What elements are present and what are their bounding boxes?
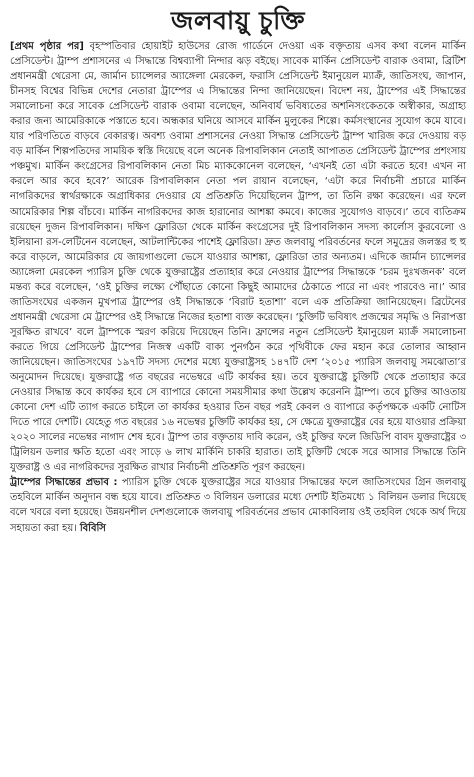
section-subhead: ট্রাম্পের সিদ্ধান্তের প্রভাব :	[10, 477, 118, 489]
source-credit: বিবিসি	[79, 522, 106, 534]
article-body	[10, 39, 466, 536]
article-paragraph	[10, 39, 466, 475]
continued-from-tag: [প্রথম পৃষ্ঠার পর]	[10, 41, 84, 52]
paragraph-text: বৃহস্পতিবার হোয়াইট হাউসের রোজ গার্ডেনে দেওয়া এক বক্তৃতায় এসব কথা বলেন মার্কিন প্রেসিডেন্ট। ট্রাম্প প্রশাসনের এ সিদ্ধান্তে বিশ্বব্যাপী নিন্দার ঝড় বইছে। সাবেক মার্কিন প্রেসিডেন্ট বারাক ওবামা, ব্রিটিশ প্রধানমন্ত্রী থেরেসা মে, জার্মান চ্যান্সেলর অ্যাঙ্গেলা মেরকেল, ফরাসি প্রেসিডেন্ট ইমানুয়েল ম্যাক্রঁ, জাতিসংঘ, জাপান, চীনসহ বিশ্বের বিভিন্ন দেশের নেতারা ট্রাম্পের এ সিদ্ধান্তের নিন্দা জানিয়েছেন। বিদেশ নয়, ট্রাম্পের এই সিদ্ধান্তের সমালোচনা করে সাবেক প্রেসিডেন্ট বারাক ওবামা বলেছেন, অনিবার্য ভবিষ্যতের অশনিসংকেতকে অস্বীকার, অগ্রাহ্য করার জন্য আমেরিকাকে পস্তাতে হবে। অন্ধকার ঘনিয়ে আসবে মার্কিন মুলুকের শিল্পে। কর্মসংস্থানের সুযোগ কমে যাবে। যার পরিণতিতে বাড়বে বেকারত্ব। অবশ্য ওবামা প্রশাসনের নেওয়া সিদ্ধান্ত প্রেসিডেন্ট ট্রাম্প খারিজ করে দেওয়ায় বড় বড় মার্কিন শিল্পপতিদের সাময়িক স্বস্তি দিয়েছে বলে অনেক রিপাবলিকান নেতাই আপাতত প্রেসিডেন্ট ট্রাম্পের প্রশংসায় পঞ্চমুখ। মার্কিন কংগ্রেসের রিপাবলিকান নেতা মিচ ম্যাককোনেল বলেছেন, ‘এখনই তো এটা করতে হবে! এখন না করলে আর কবে হবে?’ আরেক রিপাবলিকান নেতা পল রায়ান বলেছেন, ‘এটা করে নির্বাচনী প্রচারে মার্কিন নাগরিকদের স্বার্থরক্ষাকে অগ্রাধিকার দেওয়ার যে প্রতিশ্রুতি দিয়েছিলেন ট্রাম্প, তা তিনি রক্ষা করেছেন। এর ফলে আমেরিকার শিল্প বাঁচবে। মার্কিন নাগরিকদের কাজ হারানোর আশঙ্কা কমবে। কাজের সুযোগও বাড়বে।’ তবে ব্যতিক্রম রয়েছেন দুজন রিপাবলিকান। দক্ষিণ ফ্লোরিডা থেকে মার্কিন কংগ্রেসের দুই রিপাবলিকান সদস্য কার্লোস কুরবেলো ও ইলিয়ানা রস-লেটিনেন বলেছেন, আটলান্টিকের পাশেই ফ্লোরিডা। দ্রুত জলবায়ু পরিবর্তনের ফলে সমুদ্রের জলস্তর হু হু করে বাড়লে, আমেরিকার যে জায়গাগুলো ভেসে যাওয়ার আশঙ্কা, ফ্লোরিডা তার অন্যতম। এদিকে জার্মান চ্যান্সেলর অ্যাঙ্গেলা মেরকেল প্যারিস চুক্তি থেকে যুক্তরাষ্ট্রের প্রত্যাহার করে নেওয়ার ট্রাম্পের সিদ্ধান্তকে ‘চরম দুঃখজনক’ বলে মন্তব্য করে বলেছেন, ‘ওই চুক্তির লক্ষ্যে পৌঁছাতে কোনো কিছুই আমাদের ঠেকাতে পারে না এবং পারবেও না।’ আর জাতিসংঘের একজন মুখপাত্র ট্রাম্পের ওই সিদ্ধান্তকে ‘বিরাট হতাশা’ বলে এক প্রতিক্রিয়া জানিয়েছেন। ব্রিটেনের প্রধানমন্ত্রী থেরেসা মে ট্রাম্পের ওই সিদ্ধান্তে নিজের হতাশা ব্যক্ত করেছেন। ‘চুক্তিটি ভবিষ্যৎ প্রজন্মের সমৃদ্ধি ও নিরাপত্তা সুরক্ষিত রাখবে’ বলে ট্রাম্পকে স্মরণ করিয়ে দিয়েছেন তিনি। ফ্রান্সের নতুন প্রেসিডেন্ট ইমানুয়েল ম্যাক্রঁ সমালোচনা করতে গিয়ে প্রেসিডেন্ট ট্রাম্পের নিজস্ব একটি বাক্য পুনর্গঠন করে পৃথিবীকে ফের মহান করে তোলার আহ্বান জানিয়েছেন। জাতিসংঘের ১৯৭টি সদস্য দেশের মধ্যে যুক্তরাষ্ট্রসহ ১৪৭টি দেশ ‘২০১৫ প্যারিস জলবায়ু সমঝোতা’র অনুমোদন দিয়েছে। যুক্তরাষ্ট্রে গত বছরের নভেম্বরে এটি কার্যকর হয়। তবে যুক্তরাষ্ট্রে চুক্তিটি থেকে প্রত্যাহার করে নেওয়ার সিদ্ধান্ত কবে কার্যকর হবে সে ব্যাপারে কোনো সময়সীমার কথা উল্লেখ করেননি ট্রাম্প। তবে চুক্তির আওতায় কোনো দেশ এটি ত্যাগ করতে চাইলে তা কার্যকর হওয়ার তিন বছর পরই কেবল ও ব্যাপারে কর্তৃপক্ষকে একটি নোটিস দিতে পারে দেশটি। যেহেতু গত বছরের ১৬ নভেম্বর চুক্তিটি কার্যকর হয়, সে ক্ষেত্রে যুক্তরাষ্ট্রের বের হয়ে যাওয়ার প্রক্রিয়া ২০২০ সালের নভেম্বর নাগাদ শেষ হবে। ট্রাম্প তার বক্তৃতায় দাবি করেন, ওই চুক্তির ফলে জিডিপি বাবদ যুক্তরাষ্ট্রের ৩ ট্রিলিয়ন ডলার ক্ষতি হতো এবং সাড়ে ৬ লাখ মার্কিনি চাকরি হারাত। তাই চুক্তিটি থেকে সরে আসার সিদ্ধান্তে তিনি যুক্তরাষ্ট্র ও এর নাগরিকদের সুরক্ষিত রাখার নির্বাচনী প্রতিশ্রুতি পূরণ করছেন।	[10, 41, 466, 474]
paragraph-text: প্যারিস চুক্তি থেকে যুক্তরাষ্ট্রের সরে যাওয়ার সিদ্ধান্তের ফলে জাতিসংঘের গ্রিন জলবায়ু তহবিলে মার্কিন অনুদান বন্ধ হয়ে যাবে। প্রতিশ্রুত ৩ বিলিয়ন ডলারের মধ্যে দেশটি ইতিমধ্যে ১ বিলিয়ন ডলার দিয়েছে বলে খবরে বলা হয়েছে। উন্নয়নশীল দেশগুলোকে জলবায়ু পরিবর্তনের প্রভাব মোকাবিলায় ওই তহবিল থেকে অর্থ দিয়ে সহায়তা করা হয়।	[10, 477, 467, 534]
article-paragraph	[10, 475, 466, 535]
headline: জলবায়ু চুক্তি	[170, 6, 306, 35]
